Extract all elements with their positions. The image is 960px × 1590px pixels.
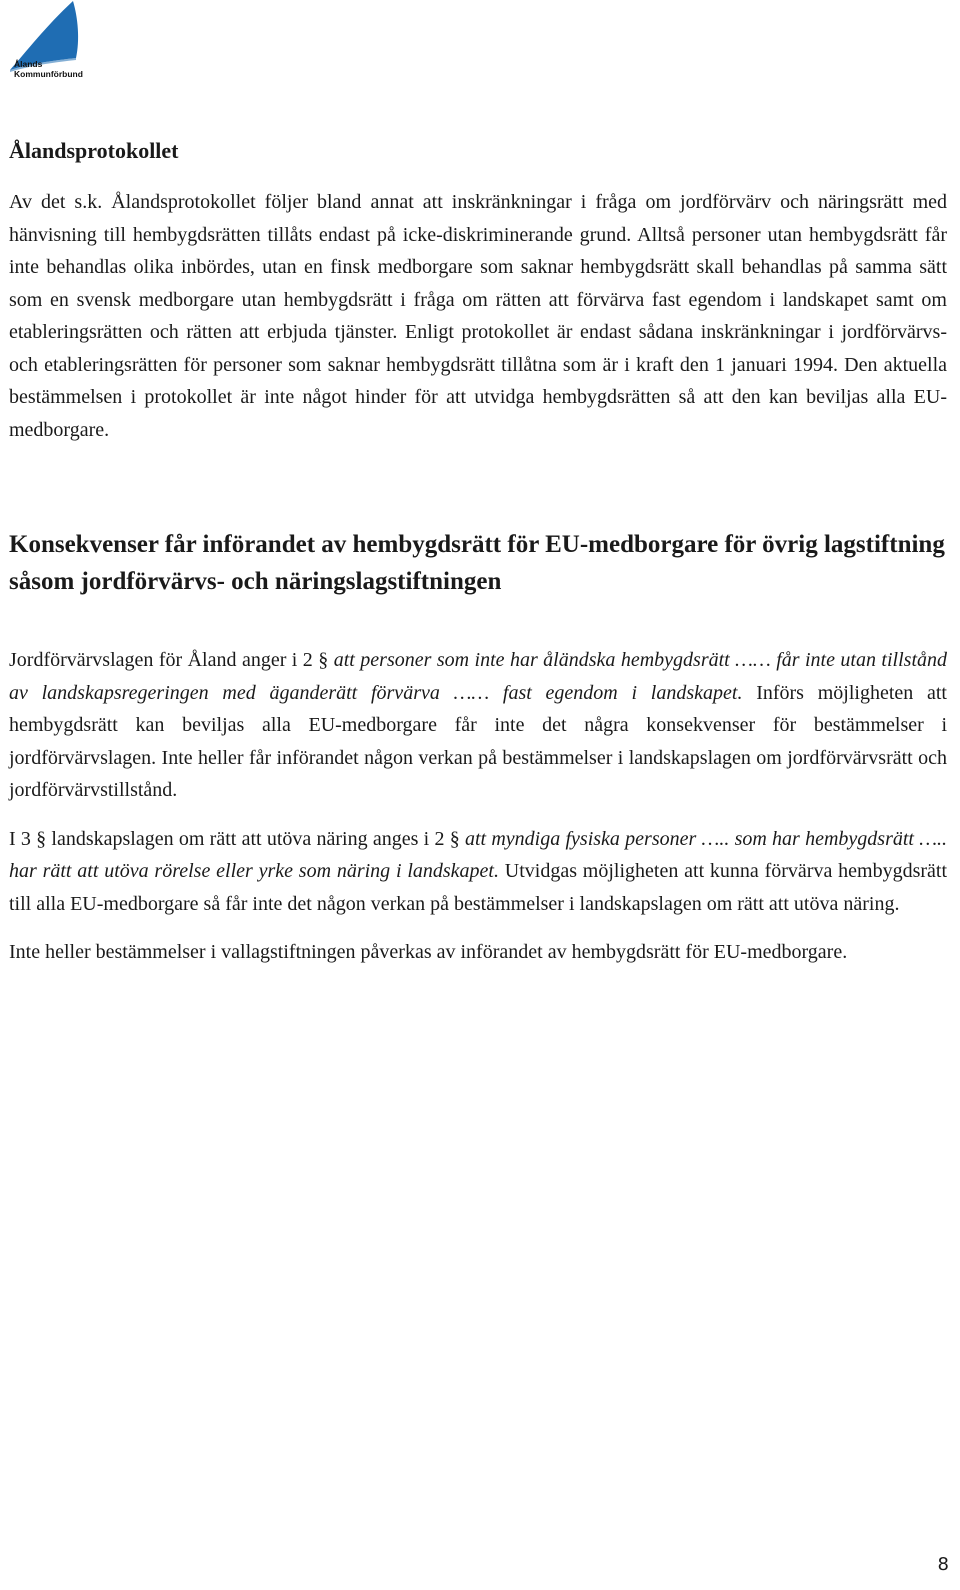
logo-text: [14, 59, 83, 79]
law-quote: att myndiga fysiska personer ….. som har hembygdsrätt ….. har rätt att utöva rörelse eller yrke som näring i landskapet.: [9, 827, 948, 882]
logo-line-kommunforbund: Kommunförbund: [14, 69, 83, 79]
paragraph-vallagstiftningen: Inte heller bestämmelser i vallagstiftningen påverkas av införandet av hembygdsrätt för EU-medborgare.: [9, 941, 848, 963]
section-heading-konsekvenser: Konsekvenser får införandet av hembygdsrätt för EU-medborgare för övrig lagstiftning såsom jordförvärvs- och näringslagstiftningen: [9, 531, 945, 595]
paragraph-text: Införs möjligheten att hembygdsrätt kan beviljas alla EU-medborgare får inte det några konsekvenser för bestämmelser i jordförvärvslagen. Inte heller får införandet någon verkan på bestämmelser i landskapslagen om jordförvärvsrätt och jordförvärvstillstånd.: [9, 681, 947, 801]
paragraph-text: Utvidgas möjligheten att kunna förvärva hembygdsrätt till alla EU-medborgare så får inte det någon verkan på bestämmelser i landskapslagen om rätt att utöva näring.: [9, 860, 947, 915]
paragraph-alandsprotokollet: Av det s.k. Ålandsprotokollet följer bland annat att inskränkningar i fråga om jordförvärv och näringsrätt med hänvisning till hembygdsrätten tillåts endast på icke-diskriminerande grund. Alltså personer utan hembygdsrätt får inte behandlas olika inbördes, utan en finsk medborgare som saknar hembygdsrätt skall behandlas på samma sätt som en svensk medborgare utan hembygdsrätt i fråga om rätten att förvärva fast egendom i landskapet samt om etableringsrätten och rätten att erbjuda tjänster. Enligt protokollet är endast sådana inskränkningar i jordförvärvs- och etableringsrätten för personer som saknar hembygdsrätt tillåtna som är i kraft den 1 januari 1994. Den aktuella bestämmelsen i protokollet är inte något hinder för att utvidga hembygdsrätten så att den kan beviljas alla EU-medborgare.: [9, 191, 947, 441]
section-title-alandsprotokollet: Ålandsprotokollet: [9, 138, 179, 163]
law-quote: att personer som inte har åländska hembygdsrätt …… får inte utan tillstånd av landskapsregeringen med äganderätt förvärva …… fast egendom i landskapet.: [9, 649, 947, 704]
logo-line-alands: Ålands: [14, 59, 43, 69]
page-number: 8: [937, 1554, 949, 1575]
paragraph-text: I 3 § landskapslagen om rätt att utöva näring anges i 2 §: [9, 827, 465, 850]
document-body: [9, 136, 947, 969]
paragraph-naringsratt: [9, 823, 947, 921]
paragraph-jordforvarvslagen: [9, 644, 947, 807]
paragraph-text: Jordförvärvslagen för Åland anger i 2 §: [9, 649, 334, 671]
